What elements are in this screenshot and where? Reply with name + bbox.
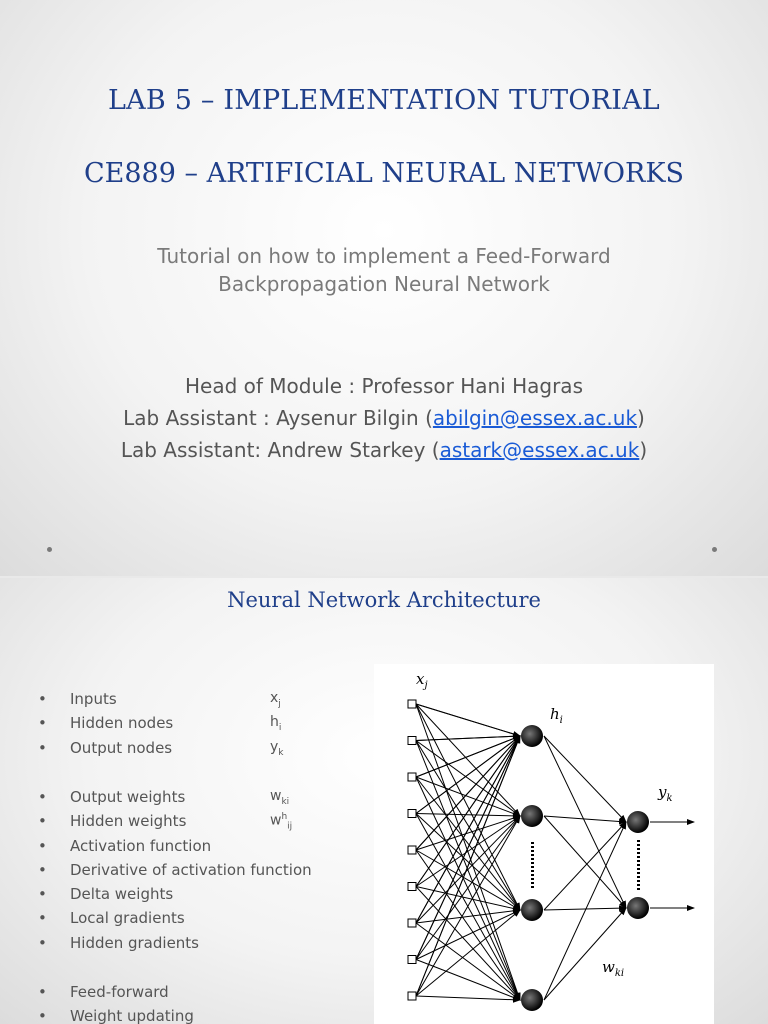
credits-block [0, 370, 768, 466]
hidden-ellipsis [531, 858, 534, 860]
symbol-hi: $h_i$ [270, 714, 282, 734]
hidden-ellipsis [531, 878, 534, 880]
edge-hidden-output [544, 908, 626, 910]
input-node [408, 810, 416, 818]
edge-input-hidden [416, 736, 520, 777]
output-node [627, 811, 649, 833]
output-ellipsis [637, 864, 640, 866]
symbol-xj: $x_j$ [270, 690, 281, 709]
input-node [408, 773, 416, 781]
assistant2-prefix: Lab Assistant: Andrew Starkey ( [120, 438, 440, 462]
edge-hidden-output [544, 736, 626, 908]
hidden-ellipsis [531, 846, 534, 848]
edge-hidden-output [544, 816, 626, 908]
slide-title-line1: LAB 5 – IMPLEMENTATION TUTORIAL [108, 85, 660, 116]
network-diagram [374, 664, 714, 1024]
edge-input-hidden [416, 996, 520, 1000]
output-ellipsis [637, 884, 640, 886]
hidden-node [521, 989, 543, 1011]
hidden-ellipsis [531, 850, 534, 852]
hidden-ellipsis [531, 886, 534, 888]
symbol-yk: $y_k$ [270, 738, 284, 758]
hidden-ellipsis [531, 882, 534, 884]
hidden-ellipsis [531, 870, 534, 872]
edge-input-hidden [416, 736, 520, 960]
input-node [408, 992, 416, 1000]
subtitle-line1: Tutorial on how to implement a Feed-Forward [157, 244, 611, 268]
hidden-ellipsis [531, 842, 534, 844]
hidden-ellipsis [531, 854, 534, 856]
hidden-node [521, 725, 543, 747]
input-node [408, 883, 416, 891]
output-ellipsis [637, 868, 640, 870]
decor-dot-right [712, 547, 717, 552]
subtitle-line2: Backpropagation Neural Network [218, 272, 550, 296]
edge-hidden-output [544, 822, 626, 910]
edge-hidden-output [544, 908, 626, 1000]
input-node [408, 919, 416, 927]
input-node [408, 700, 416, 708]
edge-input-hidden [416, 910, 520, 923]
slide-title-line2: CE889 – ARTIFICIAL NEURAL NETWORKS [84, 158, 684, 189]
assistant2-suffix: ) [639, 438, 648, 462]
edge-input-hidden [416, 816, 520, 960]
output-ellipsis [637, 840, 640, 842]
hidden-ellipsis [531, 874, 534, 876]
edge-input-hidden [416, 704, 520, 1000]
edge-input-hidden [416, 741, 520, 911]
label-hidden: $h_i$ [550, 705, 563, 726]
symbol-whij: $w^h_{ij}$ [270, 812, 293, 832]
network-svg [374, 664, 714, 1024]
edge-input-hidden [416, 736, 520, 741]
assistant2-email-link[interactable]: astark@essex.ac.uk [439, 438, 640, 462]
input-node [408, 737, 416, 745]
edge-input-hidden [416, 704, 520, 816]
assistant2-line [0, 434, 768, 466]
hidden-node [521, 805, 543, 827]
edge-input-hidden [416, 704, 520, 736]
output-ellipsis [637, 880, 640, 882]
output-ellipsis [637, 844, 640, 846]
hidden-node [521, 899, 543, 921]
hidden-ellipsis [531, 862, 534, 864]
output-ellipsis [637, 852, 640, 854]
output-ellipsis [637, 876, 640, 878]
edge-hidden-output [544, 736, 626, 822]
output-node [627, 897, 649, 919]
decor-dot-left [47, 547, 52, 552]
input-node [408, 846, 416, 854]
symbol-wki: $w_{ki}$ [270, 788, 290, 807]
hidden-ellipsis [531, 866, 534, 868]
slide2-title: Neural Network Architecture [227, 588, 541, 612]
head-of-module: Head of Module : Professor Hani Hagras [185, 374, 583, 398]
edge-input-hidden [416, 816, 520, 887]
architecture-slide: Neural Network Architecture • Inputs $x_j$ • Hidden nodes $h_i$ • Output nodes $y_k$ • Output weights $w_{ki}$ • Hidden weights $w^h_{ij}$ • Activation function • Derivative of activation function • Delta weights • Local gradients • Hidden gradients • Feed-forward • Weight updating $x_j$ $h_i$ $y_k$ $w_{ki}$ [0, 578, 768, 1024]
edge-input-hidden [416, 704, 520, 910]
label-weight: $w_{ki}$ [602, 958, 625, 979]
label-input: $x_j$ [416, 670, 428, 691]
edge-input-hidden [416, 814, 520, 817]
output-ellipsis [637, 856, 640, 858]
output-ellipsis [637, 848, 640, 850]
assistant1-prefix: Lab Assistant : Aysenur Bilgin ( [123, 406, 433, 430]
label-output: $y_k$ [658, 783, 673, 804]
output-ellipsis [637, 860, 640, 862]
input-node [408, 956, 416, 964]
output-ellipsis [637, 888, 640, 890]
assistant1-email-link[interactable]: abilgin@essex.ac.uk [432, 406, 638, 430]
assistant1-line [0, 402, 768, 434]
output-ellipsis [637, 872, 640, 874]
assistant1-suffix: ) [637, 406, 645, 430]
